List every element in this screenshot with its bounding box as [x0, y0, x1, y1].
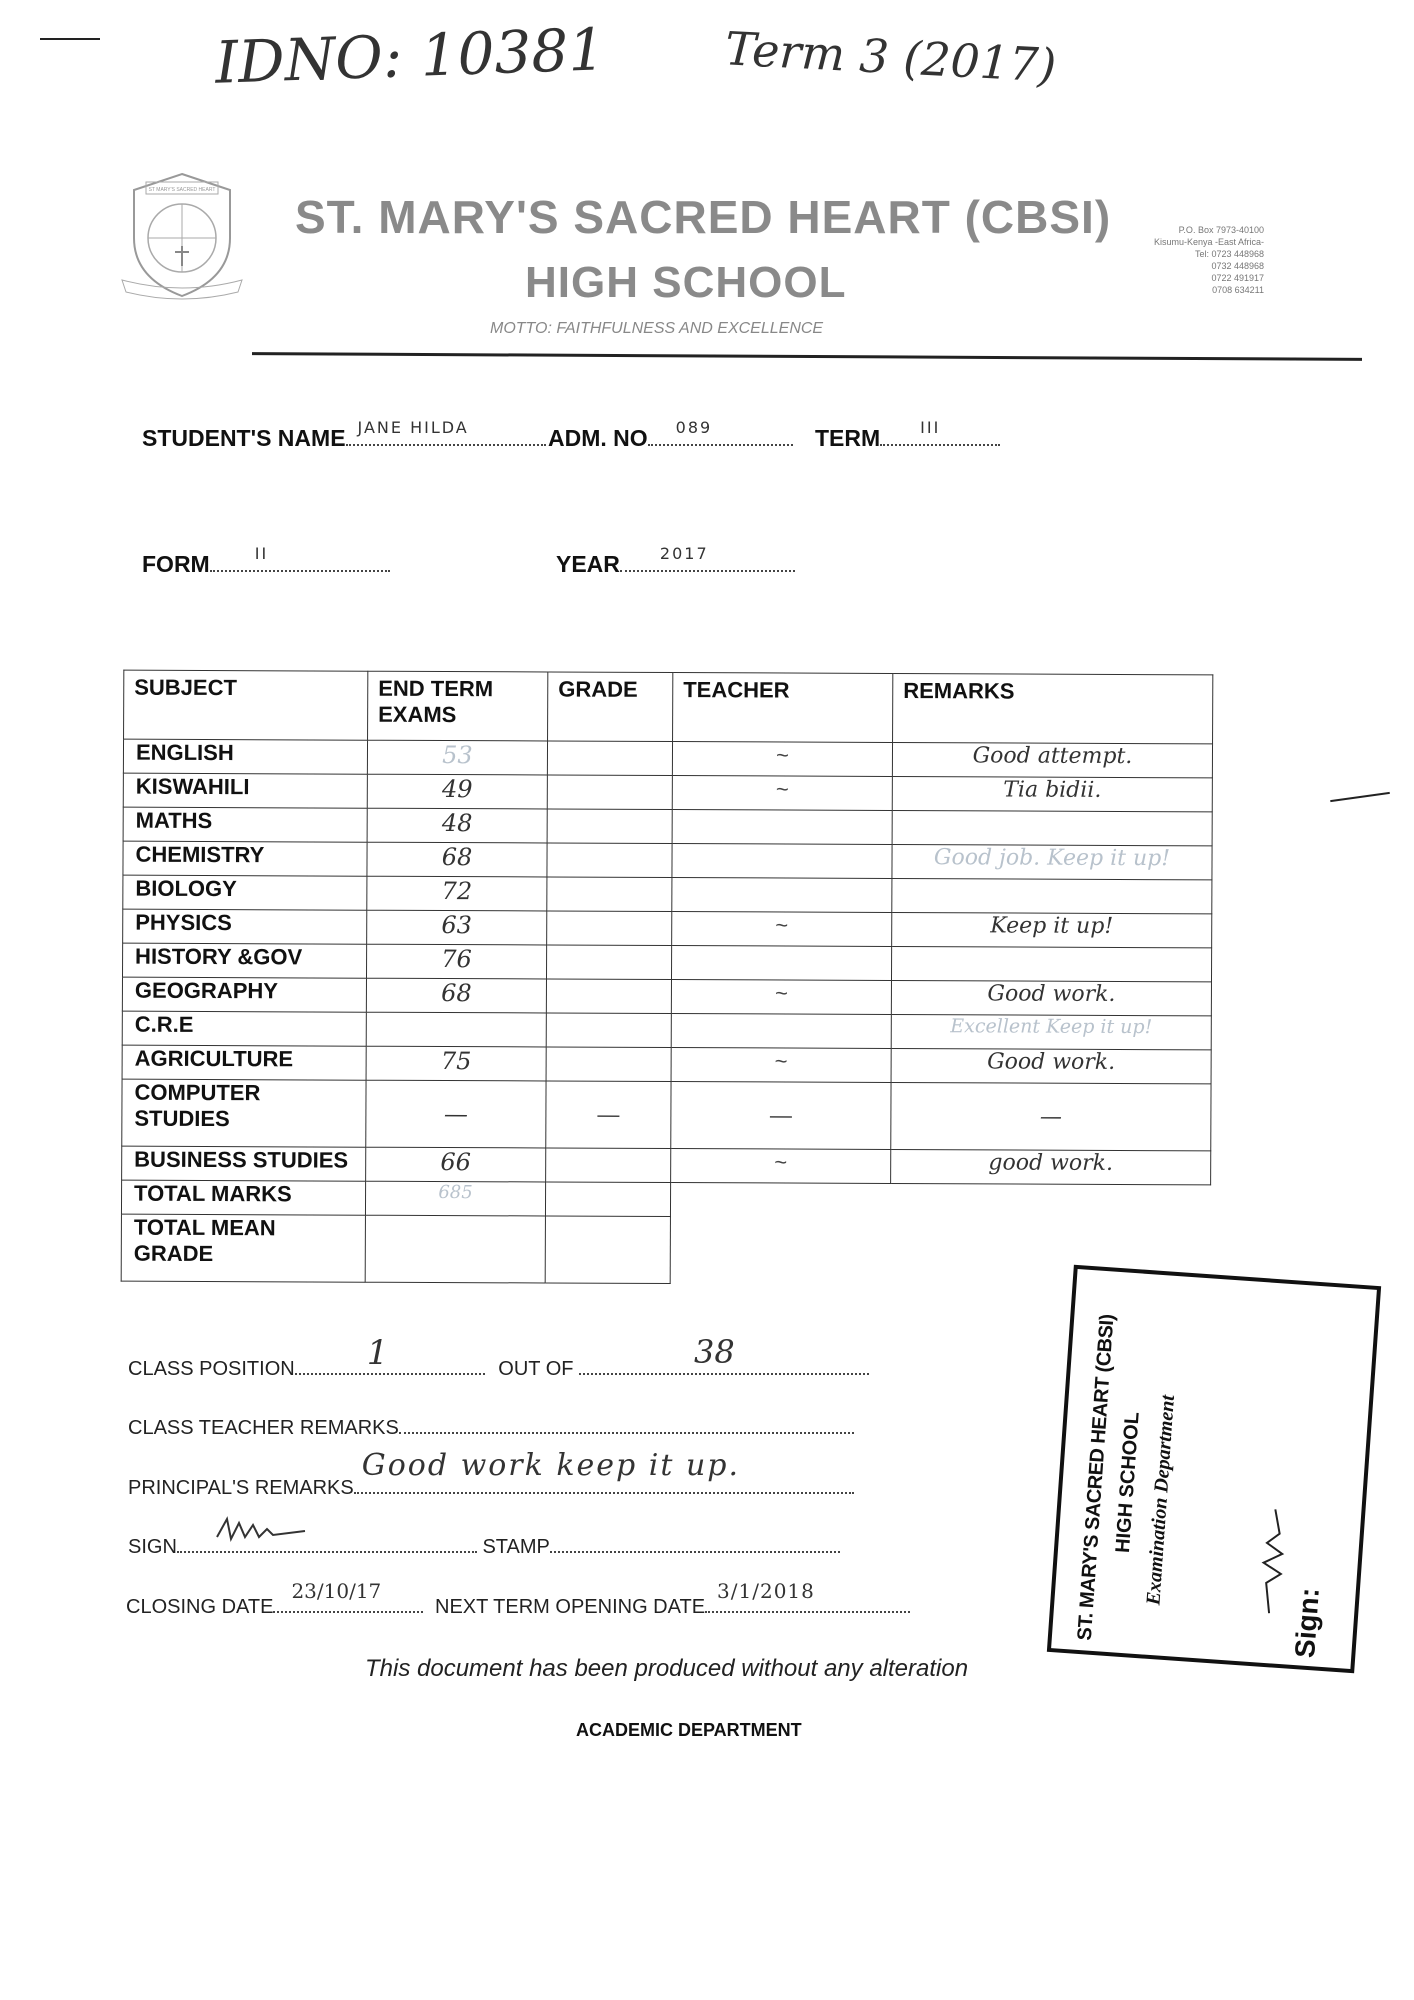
student-name-label: STUDENT'S NAME — [142, 425, 346, 451]
mark-cell — [366, 1012, 546, 1047]
mean-grade-label: TOTAL MEAN GRADE — [121, 1214, 365, 1282]
grade-cell — [546, 979, 671, 1014]
year-field — [556, 544, 795, 578]
contact-line: 0708 634211 — [1212, 285, 1264, 295]
stamp-label: STAMP — [482, 1536, 550, 1558]
opening-date-label: NEXT TERM OPENING DATE — [435, 1596, 706, 1618]
remark-cell: Excellent Keep it up! — [891, 1014, 1211, 1049]
sign-stamp-line — [128, 1533, 840, 1559]
teacher-cell: ~ — [672, 742, 892, 777]
total-marks-empty — [670, 1183, 1210, 1219]
principal-remarks-label: PRINCIPAL'S REMARKS — [128, 1477, 354, 1499]
adm-no-value: 089 — [675, 418, 713, 437]
mark-cell: — — [366, 1080, 546, 1148]
teacher-cell — [672, 844, 892, 879]
remark-cell: Good job. Keep it up! — [892, 844, 1212, 879]
principal-remarks-value: Good work keep it up. — [361, 1448, 741, 1483]
out-of-label: OUT OF — [498, 1358, 574, 1380]
grade-cell — [546, 945, 671, 980]
grade-cell — [546, 1013, 671, 1048]
sign-label: SIGN — [128, 1536, 177, 1558]
remark-cell: Good work. — [891, 1048, 1211, 1083]
table-row — [122, 977, 1211, 1016]
school-contact — [1100, 222, 1264, 298]
grade-cell — [547, 911, 672, 946]
table-row — [123, 739, 1212, 778]
subject-cell: KISWAHILI — [123, 773, 367, 808]
year-value: 2017 — [659, 544, 709, 563]
grade-cell — [547, 843, 672, 878]
class-position-value: 1 — [366, 1333, 389, 1373]
subject-cell: PHYSICS — [123, 909, 367, 944]
grade-cell — [547, 877, 672, 912]
academic-department: ACADEMIC DEPARTMENT — [576, 1720, 802, 1740]
margin-scribble — [1330, 792, 1390, 802]
teacher-cell — [671, 946, 891, 981]
class-teacher-remarks-line — [128, 1414, 854, 1440]
grade-cell — [547, 809, 672, 844]
term-label: TERM — [815, 425, 881, 451]
contact-line: Kisumu-Kenya -East Africa- — [1153, 237, 1264, 247]
remark-cell: Good attempt. — [892, 742, 1212, 777]
mark-cell: 48 — [367, 808, 547, 843]
alteration-statement: This document has been produced without any alteration — [365, 1655, 969, 1682]
teacher-cell: ~ — [672, 912, 892, 947]
subject-cell: GEOGRAPHY — [122, 977, 366, 1012]
examination-stamp — [1047, 1265, 1381, 1674]
mark-cell: 66 — [366, 1147, 546, 1182]
grade-cell — [546, 1047, 671, 1082]
mark-cell: 68 — [366, 978, 546, 1013]
remark-cell: Good work. — [891, 980, 1211, 1015]
teacher-cell: ~ — [671, 980, 891, 1015]
mark-cell: 76 — [366, 944, 546, 979]
subject-cell: C.R.E — [122, 1011, 366, 1046]
mark-cell: 72 — [367, 876, 547, 911]
stamp-sign-label: Sign: — [1289, 1586, 1325, 1659]
principal-remarks-line — [128, 1448, 854, 1500]
class-position-label: CLASS POSITION — [128, 1358, 295, 1380]
mean-grade-row — [121, 1214, 1210, 1286]
teacher-cell: ~ — [671, 1048, 891, 1083]
stamp-line-2: HIGH SCHOOL — [1111, 1411, 1144, 1554]
stamp-line-1: ST. MARY'S SACRED HEART (CBSI) — [1073, 1313, 1119, 1642]
out-of-value: 38 — [694, 1333, 735, 1371]
adm-no-field — [548, 418, 793, 452]
opening-date-value: 3/1/2018 — [717, 1579, 815, 1603]
signature-scribble — [213, 1513, 313, 1547]
total-marks-value: 685 — [365, 1181, 545, 1216]
teacher-cell: ~ — [671, 1149, 891, 1184]
table-row — [122, 943, 1211, 982]
remark-cell — [892, 810, 1212, 845]
contact-line: 0732 448968 — [1211, 261, 1264, 271]
remark-cell: Keep it up! — [892, 912, 1212, 947]
year-label: YEAR — [556, 551, 620, 577]
remark-cell: good work. — [891, 1149, 1211, 1184]
remark-cell: — — [891, 1082, 1211, 1150]
mark-cell: 49 — [367, 774, 547, 809]
table-row — [123, 807, 1212, 846]
stamp-line-3: Examination Department — [1142, 1394, 1180, 1606]
total-marks-label: TOTAL MARKS — [121, 1180, 365, 1215]
remark-cell: Tia bidii. — [892, 776, 1212, 811]
table-header-row — [124, 670, 1213, 744]
total-marks-blank — [545, 1182, 670, 1217]
header-remarks: REMARKS — [893, 673, 1213, 743]
remark-cell — [892, 878, 1212, 913]
teacher-cell: ~ — [672, 776, 892, 811]
teacher-cell — [672, 810, 892, 845]
mark-cell: 68 — [367, 842, 547, 877]
school-subname: HIGH SCHOOL — [525, 258, 847, 307]
form-label: FORM — [142, 551, 210, 577]
school-crest — [112, 168, 252, 308]
mark-cell: 75 — [366, 1046, 546, 1081]
student-name-field — [142, 418, 546, 452]
teacher-cell — [671, 1014, 891, 1049]
subject-cell: BIOLOGY — [123, 875, 367, 910]
term-value: III — [920, 418, 941, 437]
subject-cell: CHEMISTRY — [123, 841, 367, 876]
term-field — [815, 418, 1000, 452]
grade-cell — [547, 741, 672, 776]
table-row — [122, 1045, 1211, 1084]
form-value: II — [254, 544, 269, 563]
closing-date-value: 23/10/17 — [291, 1579, 382, 1603]
subject-cell: BUSINESS STUDIES — [122, 1146, 366, 1181]
contact-line: Tel: 0723 448968 — [1194, 249, 1264, 259]
table-row — [123, 909, 1212, 948]
header-grade: GRADE — [548, 672, 673, 742]
subject-cell: COMPUTER STUDIES — [122, 1079, 366, 1147]
grade-cell — [547, 775, 672, 810]
school-motto: MOTTO: FAITHFULNESS AND EXCELLENCE — [490, 320, 824, 337]
mean-grade-blank — [545, 1216, 670, 1284]
crest-lettering: ST MARY'S SACRED HEART — [148, 187, 216, 193]
subject-cell: ENGLISH — [123, 739, 367, 774]
teacher-cell: — — [671, 1082, 891, 1150]
table-row — [122, 1011, 1211, 1050]
closing-date-label: CLOSING DATE — [126, 1596, 274, 1618]
subject-cell: AGRICULTURE — [122, 1045, 366, 1080]
table-row — [122, 1079, 1211, 1151]
mean-grade-value — [365, 1215, 545, 1283]
results-table — [121, 670, 1214, 1287]
table-row — [123, 841, 1212, 880]
margin-dash — [40, 38, 100, 40]
class-position-line — [128, 1333, 869, 1381]
header-exams: END TERM EXAMS — [368, 671, 548, 741]
header-teacher: TEACHER — [673, 673, 893, 743]
table-row — [122, 1146, 1211, 1185]
grade-cell — [546, 1148, 671, 1183]
subject-cell: MATHS — [123, 807, 367, 842]
header-rule — [252, 352, 1362, 361]
school-name: ST. MARY'S SACRED HEART (CBSI) — [295, 191, 1112, 243]
dates-line — [126, 1579, 910, 1619]
class-teacher-remarks-label: CLASS TEACHER REMARKS — [128, 1417, 399, 1439]
table-row — [123, 773, 1212, 812]
grade-cell: — — [546, 1081, 671, 1149]
mark-cell: 63 — [367, 910, 547, 945]
handwritten-id: IDNO: 10381 — [213, 15, 607, 97]
contact-line: 0722 491917 — [1211, 273, 1264, 283]
contact-line: P.O. Box 7973-40100 — [1178, 225, 1264, 235]
header-subject: SUBJECT — [124, 670, 368, 740]
handwritten-term: Term 3 (2017) — [723, 21, 1058, 93]
remark-cell — [891, 946, 1211, 981]
student-name-value: JANE HILDA — [357, 418, 469, 437]
form-field — [142, 544, 390, 578]
subject-cell: HISTORY &GOV — [122, 943, 366, 978]
mark-cell: 53 — [367, 740, 547, 775]
stamp-signature — [1233, 1501, 1311, 1626]
teacher-cell — [672, 878, 892, 913]
adm-no-label: ADM. NO — [548, 425, 648, 451]
total-marks-row — [121, 1180, 1210, 1219]
table-row — [123, 875, 1212, 914]
